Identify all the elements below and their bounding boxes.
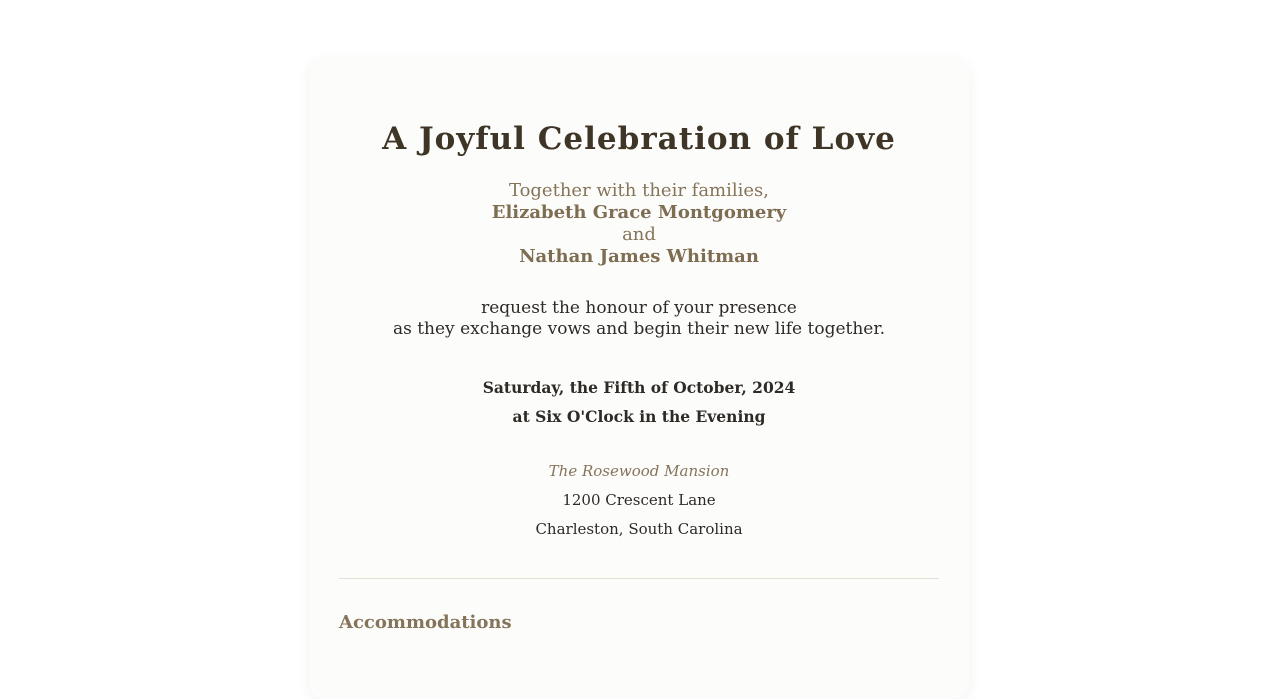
conjunction-text: and xyxy=(622,224,656,245)
partner-one-name: Elizabeth Grace Montgomery xyxy=(491,202,787,223)
partner-two-name: Nathan James Whitman xyxy=(519,246,759,267)
request-line-2: as they exchange vows and begin their new life together. xyxy=(392,319,886,339)
venue-name: The Rosewood Mansion xyxy=(548,462,730,480)
invitation-title: A Joyful Celebration of Love xyxy=(382,121,896,157)
venue-details xyxy=(309,457,969,544)
intro-text: Together with their families, xyxy=(508,180,770,201)
venue-city: Charleston, South Carolina xyxy=(535,520,743,538)
couple-announcement xyxy=(309,180,969,268)
request-text xyxy=(309,298,969,340)
event-date: Saturday, the Fifth of October, 2024 xyxy=(482,378,796,397)
accommodations-heading: Accommodations xyxy=(339,612,512,633)
section-divider xyxy=(339,578,939,579)
event-datetime xyxy=(309,373,969,431)
request-line-1: request the honour of your presence xyxy=(481,298,797,318)
event-time: at Six O'Clock in the Evening xyxy=(512,407,766,426)
venue-street: 1200 Crescent Lane xyxy=(562,491,716,509)
invitation-card xyxy=(309,59,969,699)
